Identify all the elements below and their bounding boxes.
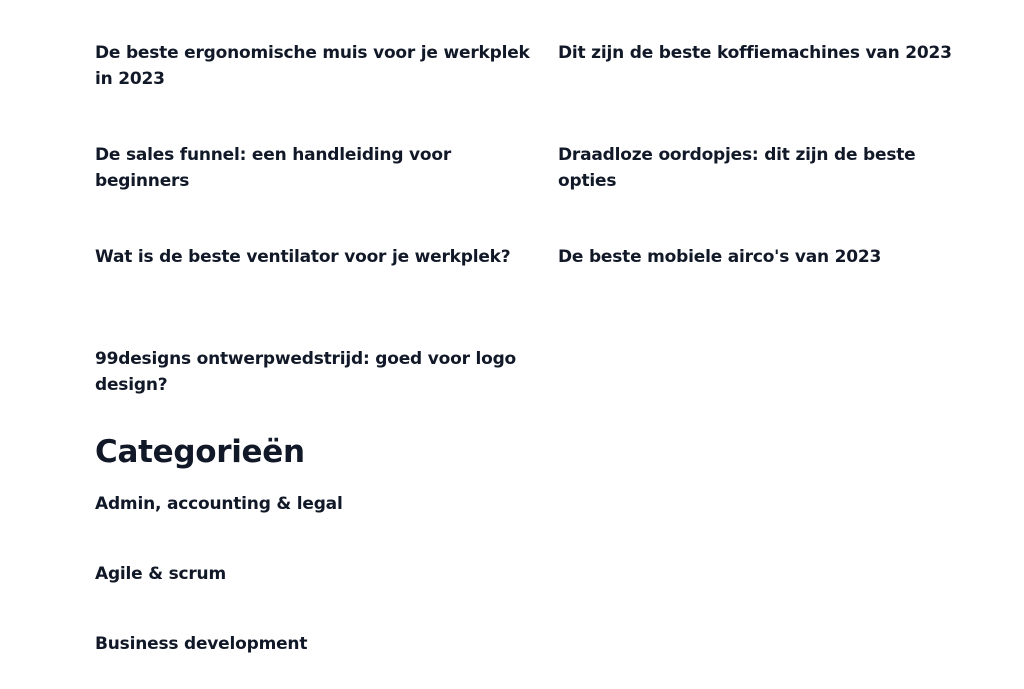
related-articles-grid (95, 40, 995, 448)
article-link-ergonomische-muis[interactable]: De beste ergonomische muis voor je werkplek in 2023 (95, 43, 530, 89)
article-link-draadloze-oordopjes[interactable]: Draadloze oordopjes: dit zijn de beste opties (558, 145, 916, 191)
category-link-admin-accounting-legal[interactable]: Admin, accounting & legal (95, 494, 343, 514)
article-link-99designs[interactable]: 99designs ontwerpwedstrijd: goed voor logo design? (95, 349, 517, 395)
category-item (95, 490, 343, 560)
article-link-sales-funnel[interactable]: De sales funnel: een handleiding voor beginners (95, 145, 452, 191)
category-list (95, 490, 343, 689)
category-item (95, 630, 343, 689)
category-item (95, 560, 343, 630)
article-link-ventilator[interactable]: Wat is de beste ventilator voor je werkplek? (95, 247, 511, 267)
category-link-business-development[interactable]: Business development (95, 634, 308, 654)
category-link-agile-scrum[interactable]: Agile & scrum (95, 564, 226, 584)
article-link-mobiele-aircos[interactable]: De beste mobiele airco's van 2023 (558, 247, 882, 267)
categories-heading: Categorieën (95, 434, 305, 470)
article-link-koffiemachines[interactable]: Dit zijn de beste koffiemachines van 2023 (558, 43, 952, 63)
